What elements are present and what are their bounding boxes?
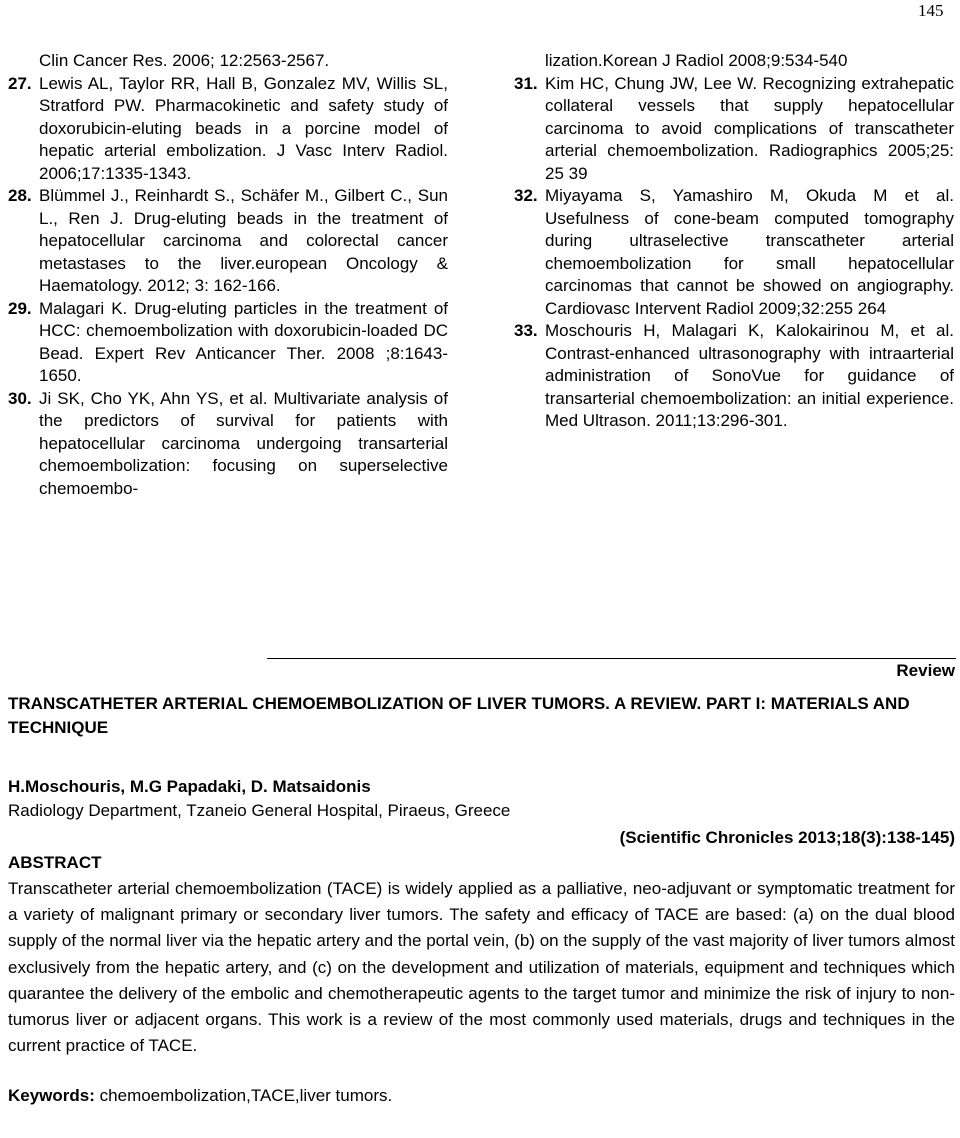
reference-continuation: lization.Korean J Radiol 2008;9:534-540 bbox=[545, 51, 848, 70]
section-divider bbox=[267, 658, 956, 659]
keywords-line bbox=[8, 1085, 392, 1107]
reference-item bbox=[8, 185, 448, 298]
reference-item bbox=[514, 185, 954, 320]
abstract-text: Transcatheter arterial chemoembolization (TACE) is widely applied as a palliative, neo-adjuvant or symptomatic treatment for a variety of malignant primary or secondary liver tumors. The safety and efficacy of TACE are based: (a) on the dual blood supply of the normal liver via the hepatic artery and the portal vein, (b) on the supply of the vast majority of liver tumors almost exclusively from the hepatic artery, and (c) on the development and utilization of materials, equipment and techniques which quarantee the delivery of the embolic and chemotherapeutic agents to the target tumor and minimize the risk of injury to non-tumorus liver or adjacent organs. This work is a review of the most commonly used materials, drugs and techniques in the current practice of TACE. bbox=[8, 879, 955, 1056]
reference-item bbox=[8, 298, 448, 388]
article-affiliation: Radiology Department, Tzaneio General Hospital, Piraeus, Greece bbox=[8, 801, 511, 820]
article-title: TRANSCATHETER ARTERIAL CHEMOEMBOLIZATION OF LIVER TUMORS. A REVIEW. PART I: MATERIALS AND TECHNIQUE bbox=[8, 694, 910, 737]
reference-continuation: Clin Cancer Res. 2006; 12:2563-2567. bbox=[39, 51, 330, 70]
reference-number: 30. bbox=[8, 388, 32, 408]
reference-text: Miyayama S, Yamashiro M, Okuda M et al. Usefulness of cone-beam computed tomography during ultraselective transcatheter arterial chemoembolization for small hepatocellular carcinomas that cannot be showed on angiography. Cardiovasc Intervent Radiol 2009;32:255 264 bbox=[545, 186, 954, 318]
keywords-label: Keywords: bbox=[8, 1086, 95, 1105]
references-left-column bbox=[8, 50, 448, 500]
reference-item bbox=[8, 73, 448, 186]
reference-text: Moschouris H, Malagari K, Kalokairinou M, et al. Contrast-enhanced ultrasonography with intraarterial administration of SonoVue for guidance of transarterial chemoembolization: an initial experience. Med Ultrason. 2011;13:296-301. bbox=[545, 321, 954, 430]
reference-text: Malagari K. Drug-eluting particles in the treatment of HCC: chemoembolization with doxorubicin-loaded DC Bead. Expert Rev Anticancer Ther. 2008 ;8:1643-1650. bbox=[39, 298, 448, 385]
reference-item bbox=[8, 388, 448, 501]
reference-number: 28. bbox=[8, 186, 32, 205]
reference-number: 33. bbox=[514, 321, 538, 340]
article-citation: (Scientific Chronicles 2013;18(3):138-145) bbox=[619, 828, 955, 847]
reference-number: 31. bbox=[514, 73, 538, 93]
reference-number: 29. bbox=[8, 298, 32, 318]
reference-number: 32. bbox=[514, 186, 538, 205]
article-authors: H.Moschouris, M.G Papadaki, D. Matsaidonis bbox=[8, 777, 371, 796]
keywords-value: chemoembolization,TACE,liver tumors. bbox=[99, 1086, 393, 1105]
reference-text: Blümmel J., Reinhardt S., Schäfer M., Gilbert C., Sun L., Ren J. Drug-eluting beads in the treatment of hepatocellular carcinoma and colorectal cancer metastases to the liver.european Oncology & Haematology. 2012; 3: 162-166. bbox=[39, 186, 448, 295]
reference-item bbox=[514, 73, 954, 186]
reference-item bbox=[514, 320, 954, 433]
reference-text: Kim HC, Chung JW, Lee W. Recognizing extrahepatic collateral vessels that supply hepatocellular carcinoma to avoid complications of transcatheter arterial chemoembolization. Radiographics 2005;25: 25 39 bbox=[545, 73, 954, 183]
reference-text: Ji SK, Cho YK, Ahn YS, et al. Multivariate analysis of the predictors of survival for patients with hepatocellular carcinoma undergoing transarterial chemoembolization: focusing on superselective chemoembo- bbox=[39, 388, 448, 498]
section-label: Review bbox=[896, 661, 955, 680]
abstract-heading: ABSTRACT bbox=[8, 853, 102, 872]
page-number: 145 bbox=[918, 1, 944, 20]
references-right-column bbox=[514, 50, 954, 433]
reference-number: 27. bbox=[8, 73, 32, 93]
reference-text: Lewis AL, Taylor RR, Hall B, Gonzalez MV, Willis SL, Stratford PW. Pharmacokinetic and safety study of doxorubicin-eluting beads in a porcine model of hepatic arterial embolization. J Vasc Interv Radiol. 2006;17:1335-1343. bbox=[39, 73, 448, 183]
